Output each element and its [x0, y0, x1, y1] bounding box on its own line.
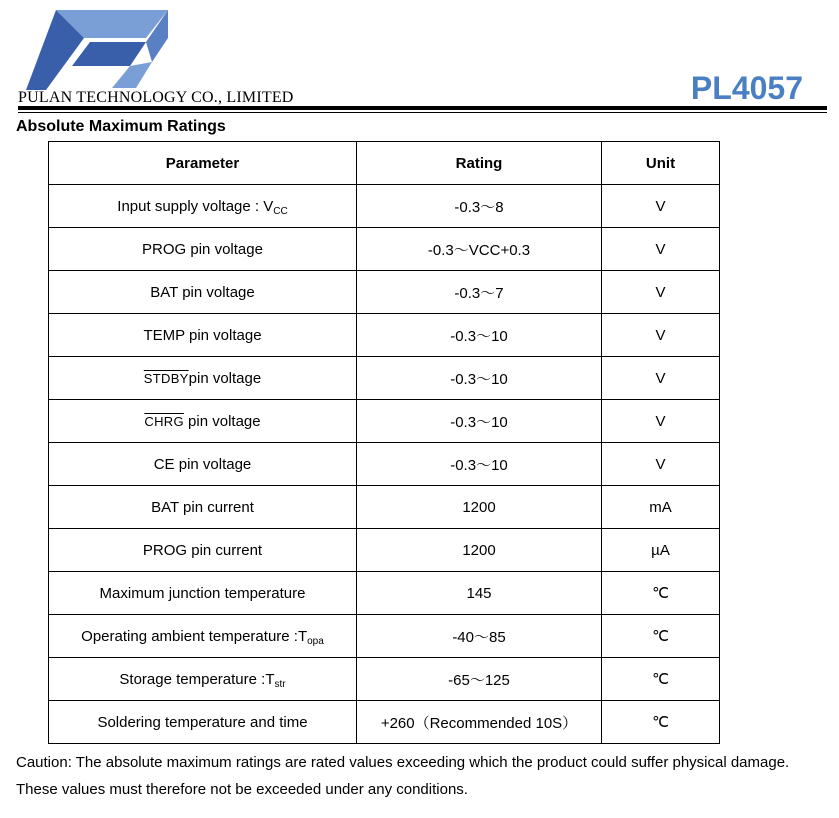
unit-cell: µA [602, 529, 720, 572]
param-subscript: CC [273, 205, 288, 217]
pin-name-overline: STDBY [143, 370, 189, 386]
unit-cell: V [602, 400, 720, 443]
company-name: PULAN TECHNOLOGY CO., LIMITED [18, 89, 294, 106]
part-number: PL4057 [690, 70, 803, 106]
table-row [49, 443, 720, 486]
rating-cell: -0.3～10 [357, 357, 602, 400]
rating-cell: -0.3～10 [357, 443, 602, 486]
param-cell: PROG pin current [49, 529, 357, 572]
table-header-row [49, 142, 720, 185]
rating-cell: -0.3～7 [357, 271, 602, 314]
caution-line-1: Caution: The absolute maximum ratings are rated values exceeding which the product could suffer physical damage. [16, 754, 790, 771]
param-cell: TEMP pin voltage [49, 314, 357, 357]
param-text: Input supply voltage : V [117, 197, 274, 215]
rating-cell: 1200 [357, 486, 602, 529]
param-cell: BAT pin voltage [49, 271, 357, 314]
header-rule [18, 106, 827, 110]
rating-cell: -0.3～10 [357, 314, 602, 357]
unit-cell: ℃ [602, 615, 720, 658]
param-text: Operating ambient temperature :T [81, 627, 308, 645]
unit-cell: ℃ [602, 572, 720, 615]
unit-cell: mA [602, 486, 720, 529]
param-cell: Soldering temperature and time [49, 701, 357, 744]
table-row [49, 185, 720, 228]
param-subscript: opa [307, 635, 324, 647]
table-row [49, 615, 720, 658]
rating-cell: -0.3～8 [357, 185, 602, 228]
rating-cell: 145 [357, 572, 602, 615]
header-rating: Rating [357, 142, 602, 185]
table-row [49, 400, 720, 443]
rating-cell: +260（Recommended 10S） [357, 701, 602, 744]
table-row [49, 271, 720, 314]
param-text: pin voltage [183, 412, 261, 430]
param-cell [49, 615, 357, 658]
caution-line-2: These values must therefore not be exceeded under any conditions. [16, 781, 468, 798]
unit-cell: V [602, 228, 720, 271]
param-cell: CE pin voltage [49, 443, 357, 486]
ratings-table [48, 141, 720, 744]
table-row [49, 529, 720, 572]
param-cell [49, 185, 357, 228]
table-row [49, 486, 720, 529]
unit-cell: ℃ [602, 701, 720, 744]
pin-name-overline: CHRG [144, 413, 184, 429]
rating-cell: -0.3～VCC+0.3 [357, 228, 602, 271]
param-cell [49, 357, 357, 400]
param-text: Storage temperature :T [119, 670, 275, 688]
company-logo [26, 8, 168, 90]
header-parameter: Parameter [49, 142, 357, 185]
table-row [49, 572, 720, 615]
table-row [49, 658, 720, 701]
table-row [49, 228, 720, 271]
rating-cell: 1200 [357, 529, 602, 572]
header-unit: Unit [602, 142, 720, 185]
unit-cell: V [602, 443, 720, 486]
param-text: pin voltage [188, 369, 262, 387]
param-cell: Maximum junction temperature [49, 572, 357, 615]
param-subscript: str [274, 678, 286, 690]
rating-cell: -65～125 [357, 658, 602, 701]
unit-cell: V [602, 357, 720, 400]
param-cell: PROG pin voltage [49, 228, 357, 271]
section-title: Absolute Maximum Ratings [16, 118, 226, 135]
table-row [49, 701, 720, 744]
unit-cell: V [602, 271, 720, 314]
param-cell [49, 658, 357, 701]
rating-cell: -40～85 [357, 615, 602, 658]
caution-note [16, 749, 836, 803]
unit-cell: V [602, 314, 720, 357]
rating-cell: -0.3～10 [357, 400, 602, 443]
unit-cell: V [602, 185, 720, 228]
unit-cell: ℃ [602, 658, 720, 701]
table-row [49, 314, 720, 357]
param-cell [49, 400, 357, 443]
header-rule-thin [18, 112, 827, 113]
param-cell: BAT pin current [49, 486, 357, 529]
table-row [49, 357, 720, 400]
